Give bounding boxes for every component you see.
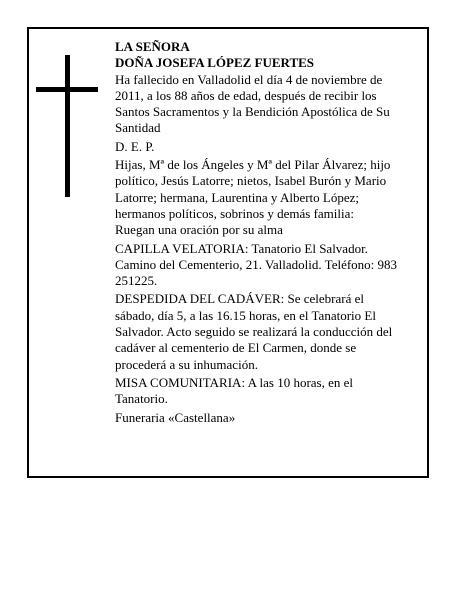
family-line: hermanos políticos, sobrinos y demás familia: — [115, 205, 355, 221]
death-announcement-line: Santidad — [115, 120, 161, 136]
notice-heading-title: LA SEÑORA — [115, 39, 190, 54]
deceased-name: DOÑA JOSEFA LÓPEZ FUERTES — [115, 55, 315, 71]
family-line: Hijas, Mª de los Ángeles y Mª del Pilar Álvarez; hijo — [115, 157, 391, 173]
family-line: Ruegan una oración por su alma — [115, 222, 283, 238]
farewell-line: sábado, día 5, a las 16.15 horas, en el Tanatorio El — [115, 307, 376, 323]
farewell-line: procederá a su inhumación. — [115, 356, 258, 372]
cross-horizontal-bar — [36, 87, 98, 92]
obituary-text-block — [115, 39, 411, 426]
farewell-line: DESPEDIDA DEL CADÁVER: Se celebrará el — [115, 291, 364, 307]
mass-line: Tanatorio. — [115, 391, 168, 407]
farewell-line: cadáver al cementerio de El Carmen, donde se — [115, 340, 357, 356]
cross-icon — [36, 55, 98, 197]
family-line: Latorre; hermana, Laurentina y Alberto López; — [115, 189, 360, 205]
rip-line: D. E. P. — [115, 138, 155, 154]
cross-vertical-bar — [65, 55, 70, 197]
chapel-line: Camino del Cementerio, 21. Valladolid. Teléfono: 983 — [115, 256, 398, 272]
farewell-line: Salvador. Acto seguido se realizará la conducción del — [115, 324, 393, 340]
chapel-line: 251225. — [115, 273, 158, 289]
death-announcement-line: 2011, a los 88 años de edad, después de recibir los — [115, 87, 377, 103]
death-announcement-line: Santos Sacramentos y la Bendición Apostólica de Su — [115, 104, 390, 120]
death-announcement-line: Ha fallecido en Valladolid el día 4 de noviembre de — [115, 71, 383, 87]
funeral-home-line: Funeraria «Castellana» — [115, 409, 236, 425]
chapel-line: CAPILLA VELATORIA: Tanatorio El Salvador. — [115, 240, 368, 256]
mass-line: MISA COMUNITARIA: A las 10 horas, en el — [115, 374, 354, 390]
family-line: político, Jesús Latorre; nietos, Isabel Burón y Mario — [115, 173, 387, 189]
